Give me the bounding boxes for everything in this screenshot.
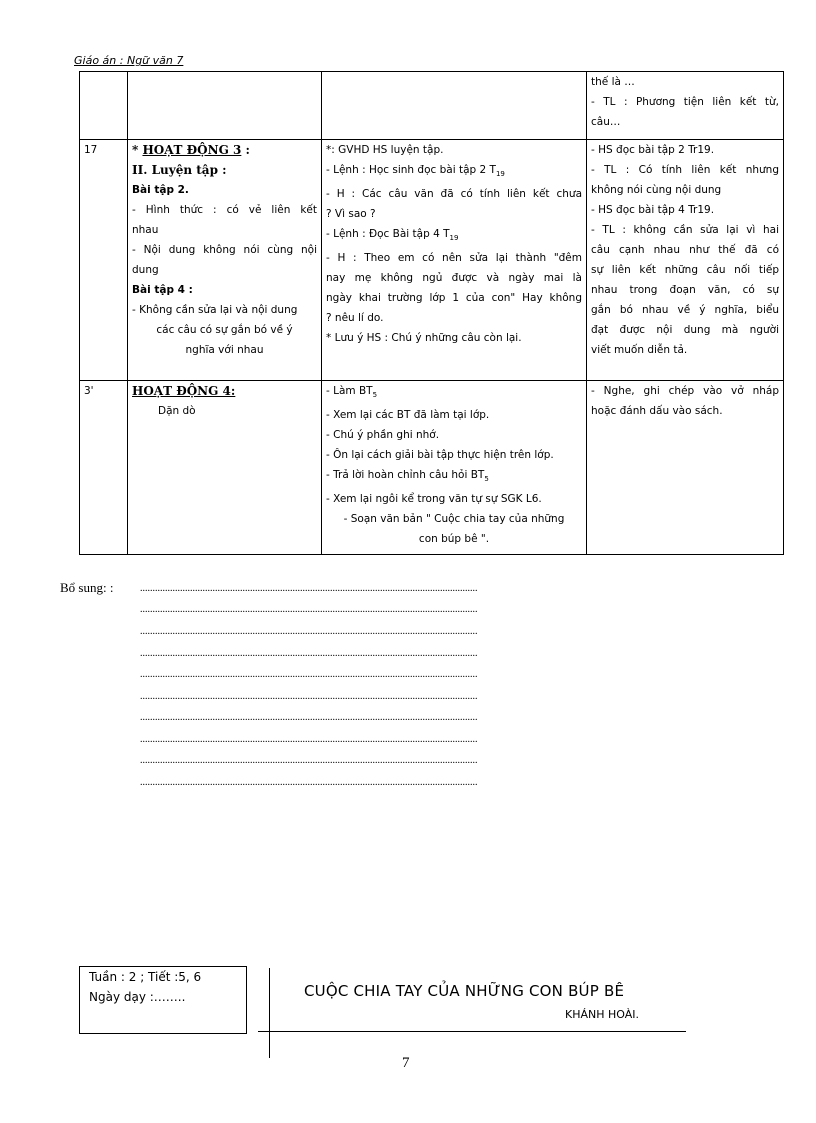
teacher-line — [326, 224, 582, 248]
time-value: 3' — [84, 385, 94, 397]
exercise-title: Bài tập 4 : — [132, 284, 193, 296]
dotted-line: ....................................................................................................................................... — [140, 604, 478, 615]
teacher-line — [326, 465, 582, 489]
activity-heading — [132, 140, 317, 160]
date-label: Ngày dạy :…….. — [89, 990, 186, 1004]
teacher-line: - H : Các câu văn đã có tính liên kết chưa — [326, 188, 582, 201]
content-line: - Không cần sửa lại và nội dung — [132, 304, 298, 316]
student-line: - HS đọc bài tập 4 Tr19. — [591, 204, 715, 216]
time-cell — [80, 72, 128, 140]
student-line: - HS đọc bài tập 2 Tr19. — [591, 144, 715, 156]
dotted-line: ....................................................................................................................................... — [140, 583, 478, 594]
activity-prefix: * — [132, 143, 143, 157]
running-title: Giáo án : Ngữ văn 7 — [74, 54, 184, 67]
dotted-line: ....................................................................................................................................... — [140, 669, 478, 680]
student-line: thế là … — [591, 76, 635, 88]
teacher-line: - H : Theo em có nên sửa lại thành "đêm — [326, 252, 582, 265]
activity-title: HOẠT ĐỘNG 4: — [132, 384, 236, 398]
dotted-line: ....................................................................................................................................... — [140, 626, 478, 637]
teacher-cell — [322, 72, 587, 140]
lesson-author: KHÁNH HOÀI. — [565, 1008, 640, 1021]
student-line: - Nghe, ghi chép vào vở nháp — [591, 385, 779, 397]
lesson-title: CUỘC CHIA TAY CỦA NHỮNG CON BÚP BÊ — [304, 982, 625, 1000]
teacher-line: - Xem lại các BT đã làm tại lớp. — [326, 409, 490, 422]
time-cell — [80, 140, 128, 381]
content-line: nhau — [132, 224, 159, 236]
activity-subtitle: Dặn dò — [158, 405, 196, 417]
teacher-text: - Lệnh : Đọc Bài tập 4 T — [326, 228, 450, 241]
teacher-line: * Lưu ý HS : Chú ý những câu còn lại. — [326, 332, 522, 345]
teacher-line: ngày khai trường lớp 1 của con" Hay không — [326, 292, 582, 305]
content-line: nghĩa với nhau — [185, 344, 264, 356]
teacher-line: - Ôn lại cách giải bài tập thực hiện trên lớp. — [326, 449, 554, 462]
exercise-title: Bài tập 2. — [132, 184, 189, 196]
student-line: sự liên kết những câu nối tiếp — [591, 264, 779, 276]
student-line: câu… — [591, 116, 621, 128]
teacher-line: *: GVHD HS luyện tập. — [326, 144, 444, 156]
subscript: 5 — [372, 391, 378, 400]
teacher-text: - Lệnh : Học sinh đọc bài tập 2 T — [326, 164, 496, 176]
table-row — [80, 140, 784, 381]
student-line: đạt được nội dung mà người — [591, 324, 779, 336]
lesson-info-box — [79, 966, 247, 1034]
time-cell — [80, 381, 128, 555]
teacher-line: - Xem lại ngôi kể trong văn tự sự SGK L6. — [326, 493, 542, 506]
student-cell — [587, 381, 784, 555]
lesson-table — [79, 71, 784, 555]
content-line: - Hình thức : có vẻ liên kết — [132, 204, 317, 216]
content-line: - Nội dung không nói cùng nội — [132, 244, 317, 256]
teacher-line: - Chú ý phần ghi nhớ. — [326, 429, 440, 442]
teacher-text: - Làm BT — [326, 385, 373, 397]
horizontal-divider — [258, 1031, 686, 1032]
activity-suffix: : — [241, 143, 250, 157]
student-line: câu cạnh nhau như thế đã có — [591, 244, 779, 256]
subscript: 19 — [495, 170, 505, 179]
student-line: không nói cùng nội dung — [591, 184, 722, 196]
dotted-line: ....................................................................................................................................... — [140, 712, 478, 723]
table-row — [80, 72, 784, 140]
page-number: 7 — [402, 1055, 410, 1071]
teacher-line: - Soạn văn bản " Cuộc chia tay của những — [343, 513, 565, 526]
student-line: nhau trong đoạn văn, có sự — [591, 284, 779, 296]
student-line: gắn bó nhau về ý nghĩa, biểu — [591, 304, 779, 316]
student-line: hoặc đánh dấu vào sách. — [591, 405, 723, 417]
student-cell — [587, 140, 784, 381]
week-label: Tuần : 2 ; Tiết :5, 6 — [89, 970, 202, 984]
subscript: 19 — [449, 234, 459, 243]
student-line: - TL : không cần sửa lại vì hai — [591, 224, 779, 236]
vertical-divider — [269, 968, 270, 1058]
teacher-text: - Trả lời hoàn chỉnh câu hỏi BT — [326, 469, 485, 482]
teacher-cell — [322, 381, 587, 555]
teacher-line: ? nêu lí do. — [326, 312, 384, 325]
dotted-line: ....................................................................................................................................... — [140, 755, 478, 766]
dotted-line: ....................................................................................................................................... — [140, 777, 478, 788]
teacher-cell — [322, 140, 587, 381]
content-line: dung — [132, 264, 159, 276]
activity-title: HOẠT ĐỘNG 3 — [142, 143, 242, 157]
teacher-line: ? Vì sao ? — [326, 208, 376, 221]
dotted-line: ....................................................................................................................................... — [140, 734, 478, 745]
subscript: 5 — [484, 475, 489, 484]
content-line: các câu có sự gắn bó về ý — [156, 324, 293, 336]
table-row — [80, 381, 784, 555]
section-heading: II. Luyện tập : — [132, 163, 227, 177]
dotted-line: ....................................................................................................................................... — [140, 691, 478, 702]
student-line: - TL : Có tính liên kết nhưng — [591, 164, 779, 176]
content-cell — [128, 381, 322, 555]
teacher-line — [326, 381, 582, 405]
time-value: 17 — [84, 144, 98, 156]
content-cell — [128, 72, 322, 140]
student-line: - TL : Phương tiện liên kết từ, — [591, 96, 779, 108]
student-line: viết muốn diễn tả. — [591, 344, 688, 356]
content-cell — [128, 140, 322, 381]
teacher-line: con búp bê ". — [418, 533, 490, 546]
student-cell — [587, 72, 784, 140]
teacher-line: nay mẹ không ngủ được và ngày mai là — [326, 272, 582, 285]
teacher-line — [326, 160, 582, 184]
dotted-line: ....................................................................................................................................... — [140, 648, 478, 659]
addendum-label: Bổ sung: : — [60, 580, 114, 595]
